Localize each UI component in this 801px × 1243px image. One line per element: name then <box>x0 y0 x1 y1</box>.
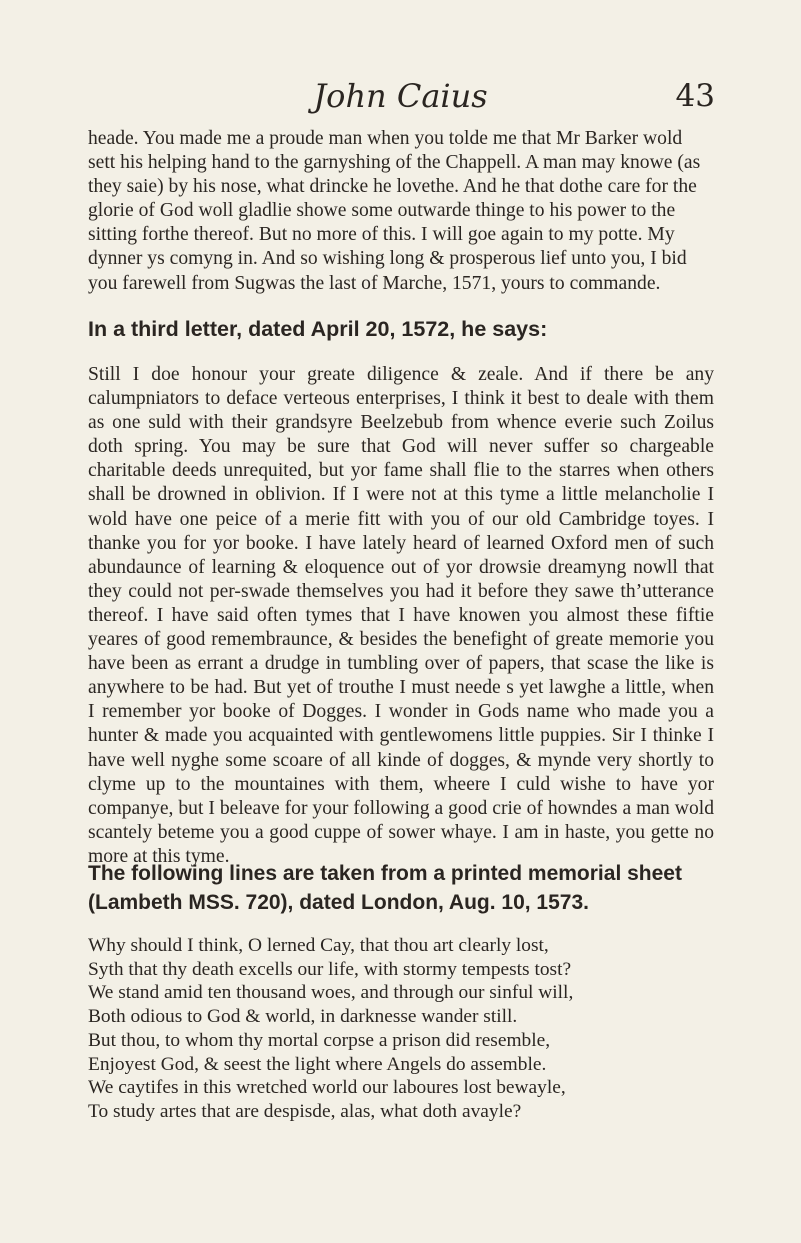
poem-line: To study artes that are despisde, alas, what doth avayle? <box>88 1100 522 1122</box>
running-head <box>0 76 801 116</box>
letter-paragraph-1: heade. You made me a proude man when you tolde me that Mr Barker wold sett his helping hand to the garnyshing of the Chappell. A man may knowe (as they saie) by his nose, what drincke he lovethe. And he that dothe care for the glorie of God woll gladlie showe some outwarde thinge to his power to the sitting forthe thereof. But no more of this. I will goe again to my potte. My dynner ys comyng in. And so wishing long & prosperous lief unto you, I bid you farewell from Sugwas the last of Marche, 1571, yours to commande. <box>88 128 701 294</box>
poem-line: Both odious to God & world, in darknesse wander still. <box>88 1006 518 1028</box>
running-title: John Caius <box>313 77 488 115</box>
third-letter-introduction: In a third letter, dated April 20, 1572, he says: <box>88 317 548 341</box>
memorial-poem <box>88 934 714 1124</box>
poem-line: We stand amid ten thousand woes, and through our sinful will, <box>88 982 574 1004</box>
poem-line: Enjoyest God, & seest the light where Angels do assemble. <box>88 1053 547 1075</box>
page-number: 43 <box>675 78 715 114</box>
poem-line: We caytifes in this wretched world our laboures lost bewayle, <box>88 1077 566 1099</box>
letter-paragraph-2: Still I doe honour your greate diligence & zeale. And if there be any calumpniators to deface verteous enterprises, I think it best to deale with them as one suld with their grandsyre Beelzebub from whence everie such Zoilus doth spring. You may be sure that God will never suffer so chargeable charitable deeds unrequited, but yor fame shall flie to the starres when others shall be drowned in oblivion. If I were not at this tyme a little melancholie I wold have one peice of a merie fitt with you of our old Cambridge toyes. I thanke you for yor booke. I have lately heard of learned Oxford men of such abundaunce of learning & eloquence out of yor drowsie dreamyng nowll that they could not per-swade themselves you had it before they sawe th’utterance thereof. I have said often tymes that I have knowen you almost these fiftie yeares of good remembraunce, & besides the benefight of greate memorie you have been as errant a drudge in tumbling over of papers, that scase the like is anywhere to be had. But yet of trouthe I must neede s yet lawghe a little, when I remember yor booke of Dogges. I wonder in Gods name who made you a hunter & made you acquainted with gentlewomens little puppies. Sir I thinke I have well nyghe some scoare of all kinde of dogges, & mynde very shortly to clyme up to the mountaines with them, wheere I culd wishe to have yor companye, but I beleave for your following a good crie of howndes a man wold scantely beteme you a good cuppe of sower whaye. I am in haste, you gette no more at this tyme. <box>88 364 714 867</box>
poem-line: But thou, to whom thy mortal corpse a prison did resemble, <box>88 1029 551 1051</box>
poem-line: Syth that thy death excells our life, with stormy tempests tost? <box>88 958 572 980</box>
poem-line: Why should I think, O lerned Cay, that thou art clearly lost, <box>88 935 549 956</box>
memorial-sheet-introduction: The following lines are taken from a printed memorial sheet (Lambeth MSS. 720), dated London, Aug. 10, 1573. <box>88 862 682 914</box>
